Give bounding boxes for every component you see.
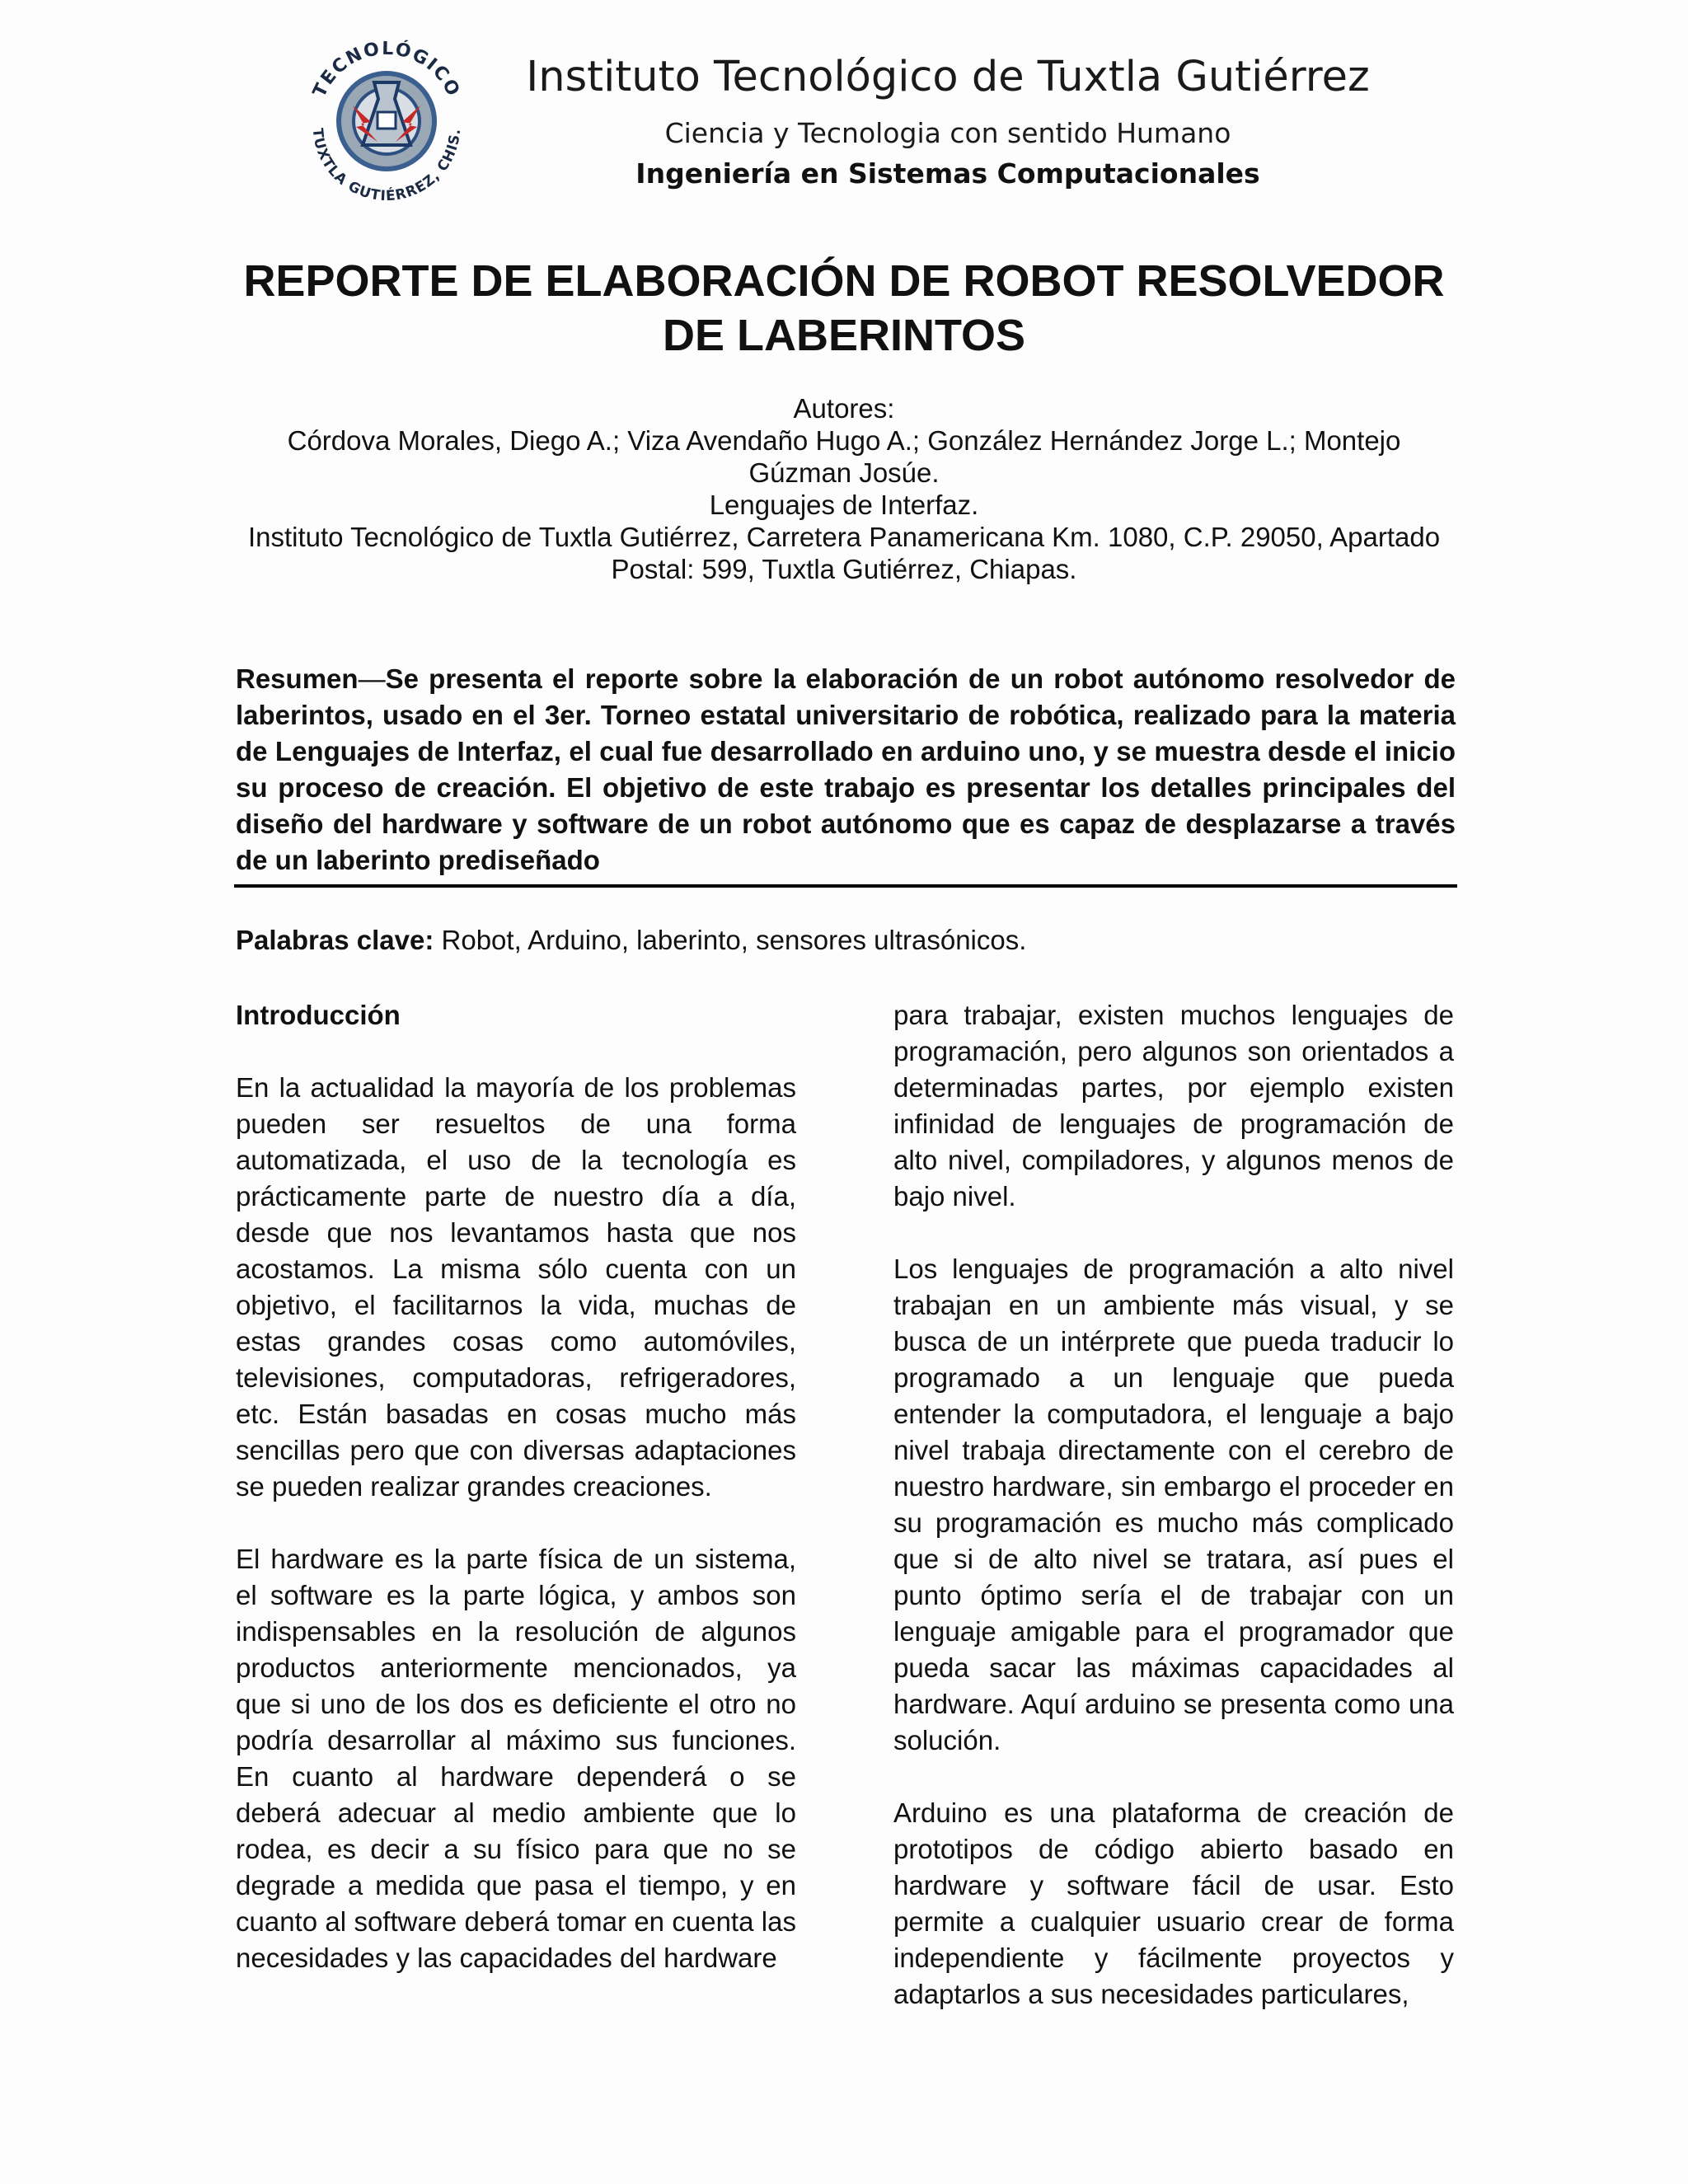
paragraph: para trabajar, existen muchos lenguajes de programación, pero algunos son orientados a determinadas partes, por ejemplo existen infinidad de lenguajes de programación de alto nivel, compiladores, y algunos menos de bajo nivel.	[893, 1000, 1454, 1212]
paragraph: El hardware es la parte física de un sistema, el software es la parte lógica, y ambos son indispensables en la resolución de algunos productos anteriormente mencionados, ya que si uno de los dos es deficiente el otro no podría desarrollar al máximo sus funciones. En cuanto al hardware dependerá o se deberá adecuar al medio ambiente que lo rodea, es decir a su físico para que no se degrade a medida que pasa el tiempo, y en cuanto al software deberá tomar en cuenta las necesidades y las capacidades del hardware	[236, 1544, 796, 1973]
logo-text-bottom: TUXTLA GUTIÉRREZ, CHIS.	[308, 127, 465, 205]
institution-logo	[295, 30, 478, 213]
paragraph: Los lenguajes de programación a alto nivel trabajan en un ambiente más visual, y se busca de un intérprete que pueda traducir lo programado a un lenguaje que pueda entender la computadora, el lenguaje a bajo nivel trabaja directamente con el cerebro de nuestro hardware, sin embargo el proceder en su programación es mucho más complicado que si de alto nivel se tratara, así pues el punto óptimo sería el de trabajar con un lenguaje amigable para el programador que pueda sacar las máximas capacidades al hardware. Aquí arduino se presenta como una solución.	[893, 1254, 1454, 1755]
keywords-text: Robot, Arduino, laberinto, sensores ultrasónicos.	[434, 925, 1027, 955]
address-line-2: Postal: 599, Tuxtla Gutiérrez, Chiapas.	[611, 554, 1077, 584]
abstract-text: Se presenta el reporte sobre la elaboración de un robot autónomo resolvedor de laberintos, usado en el 3er. Torneo estatal universitario de robótica, realizado para la materia de Lenguajes de Interfaz, el cual fue desarrollado en arduino uno, y se muestra desde el inicio su proceso de creación. El objetivo de este trabajo es presentar los detalles principales del diseño del hardware y software de un robot autónomo que es capaz de desplazarse a través de un laberinto prediseñado	[236, 663, 1456, 875]
title-line-2: DE LABERINTOS	[662, 311, 1026, 360]
logo-text-top: TECNOLÓGICO	[309, 38, 464, 101]
institution-motto: Ciencia y Tecnologia con sentido Humano	[664, 117, 1231, 149]
report-title	[234, 254, 1454, 363]
abstract-divider	[234, 884, 1457, 888]
abstract-label: Resumen	[236, 663, 359, 694]
address-line-1: Instituto Tecnológico de Tuxtla Gutiérrez, Carretera Panamericana Km. 1080, C.P. 29050, Apartado	[247, 522, 1441, 552]
right-column	[893, 997, 1454, 2049]
paragraph: Arduino es una plataforma de creación de prototipos de código abierto basado en hardware y software fácil de usar. Esto permite a cualquier usuario crear de forma independiente y fácilmente proyectos y adaptarlos a sus necesidades particulares,	[893, 1797, 1454, 2009]
authors-names-2: Gúzman Josúe.	[748, 457, 940, 488]
authors-label: Autores:	[793, 393, 895, 424]
authors-names-1: Córdova Morales, Diego A.; Viza Avendaño Hugo A.; González Hernández Jorge L.; Montejo	[287, 425, 1401, 456]
career-name: Ingeniería en Sistemas Computacionales	[635, 157, 1260, 190]
authors-block	[223, 392, 1465, 585]
intro-heading: Introducción	[236, 1000, 401, 1030]
course-name: Lenguajes de Interfaz.	[709, 490, 979, 520]
institution-name: Instituto Tecnológico de Tuxtla Gutiérrez	[526, 53, 1370, 101]
keywords	[236, 925, 1026, 956]
abstract	[236, 661, 1456, 879]
abstract-dash: —	[358, 663, 386, 694]
title-line-1: REPORTE DE ELABORACIÓN DE ROBOT RESOLVEDOR	[243, 256, 1445, 306]
keywords-label: Palabras clave:	[236, 925, 434, 955]
paragraph: En la actualidad la mayoría de los problemas pueden ser resueltos de una forma automatizada, el uso de la tecnología es prácticamente parte de nuestro día a día, desde que nos levantamos hasta que nos acostamos. La misma sólo cuenta con un objetivo, el facilitarnos la vida, muchas de estas grandes cosas como automóviles, televisiones, computadoras, refrigeradores, etc. Están basadas en cosas mucho más sencillas pero que con diversas adaptaciones se pueden realizar grandes creaciones.	[236, 1072, 796, 1502]
left-column	[236, 997, 796, 2013]
